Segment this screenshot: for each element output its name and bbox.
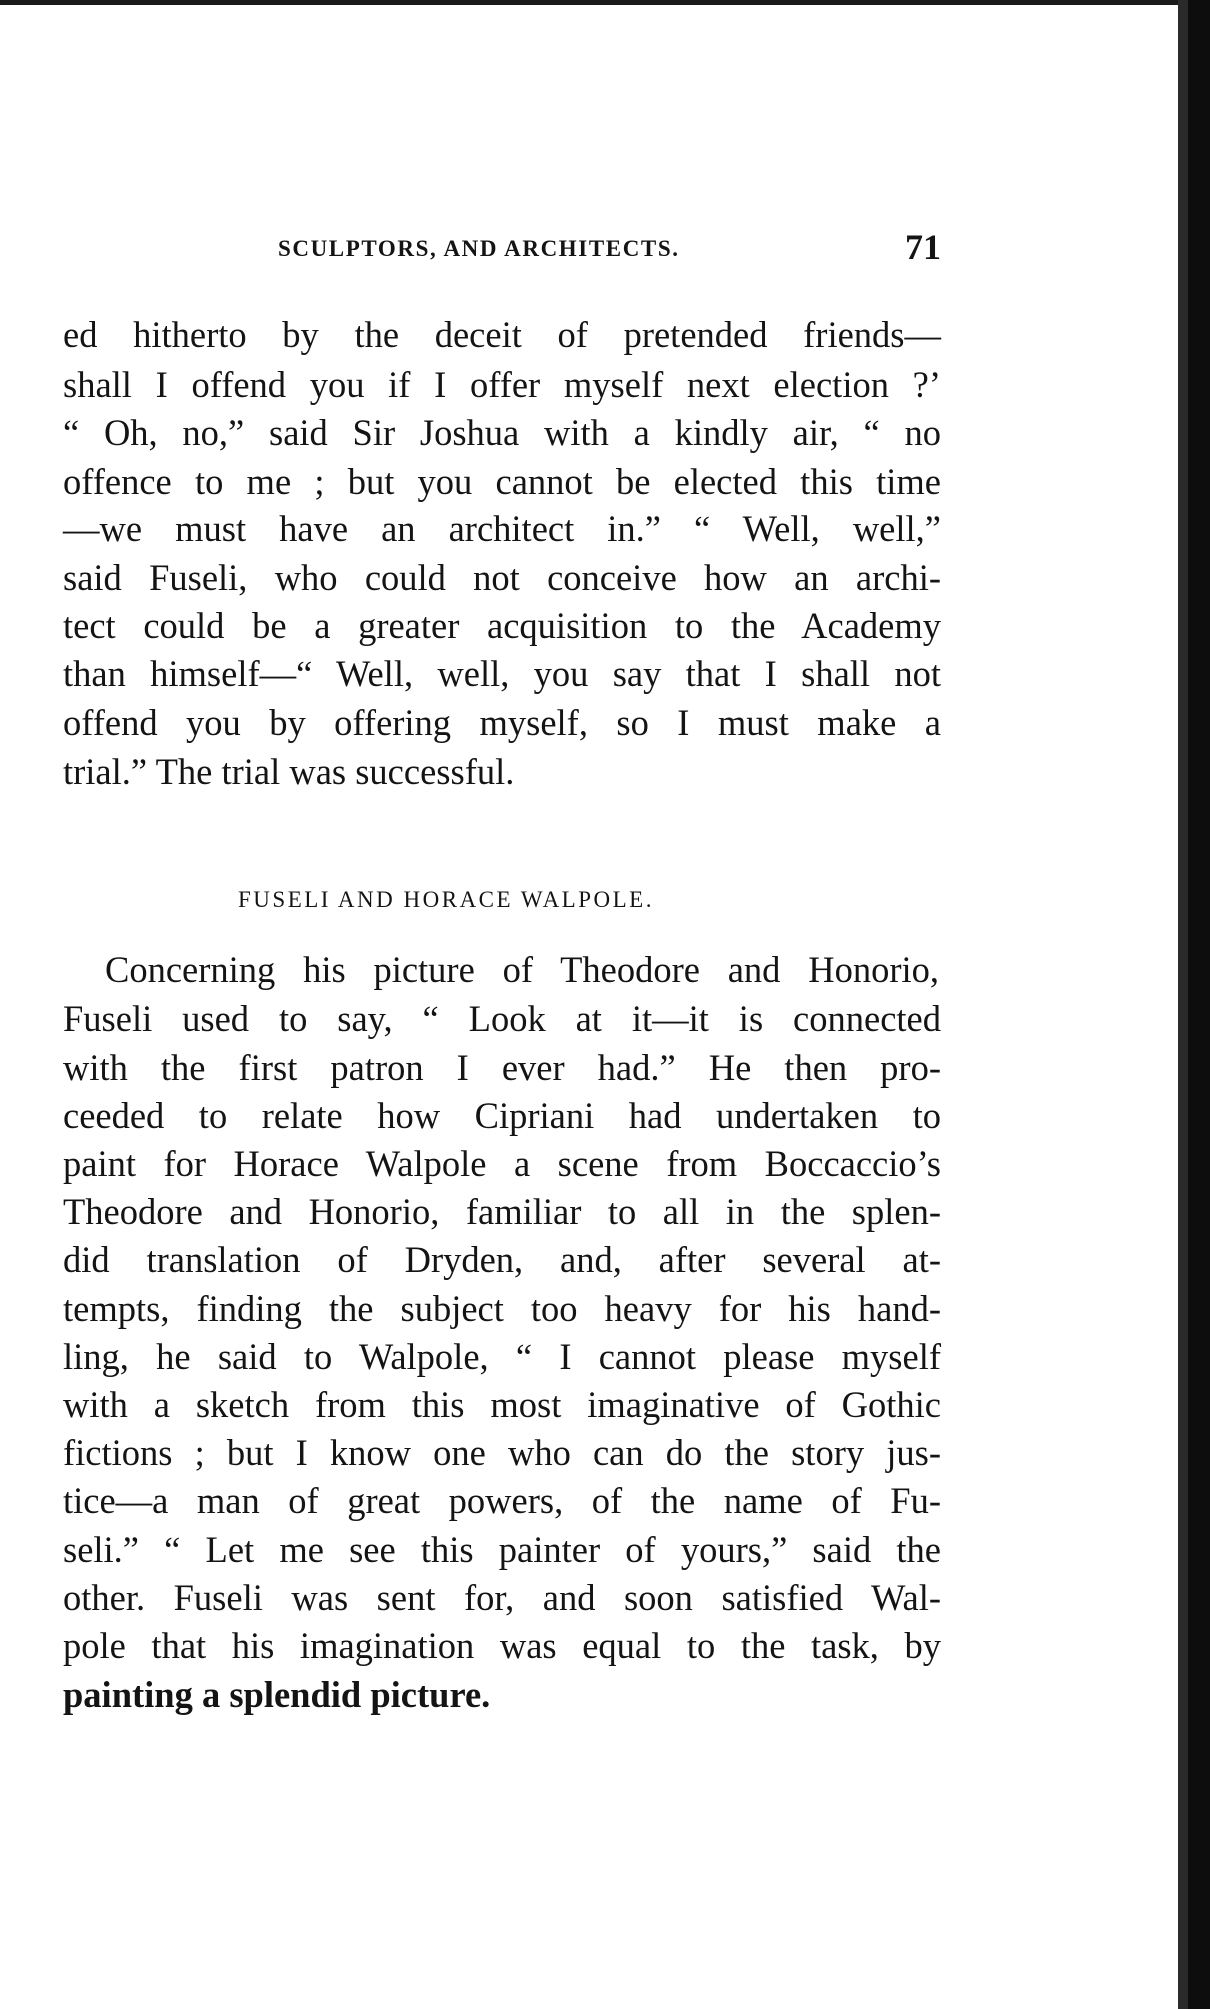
page-binding-shadow [1178, 0, 1188, 2009]
paragraph-1-line: ed hitherto by the deceit of pretended friends— [63, 314, 941, 355]
paragraph-1-line: offend you by offering myself, so I must make a [63, 702, 941, 743]
paragraph-2-line: painting a splendid picture. [63, 1674, 491, 1715]
paragraph-1-line: “ Oh, no,” said Sir Joshua with a kindly air, “ no [63, 412, 941, 453]
paragraph-1-line: than himself—“ Well, well, you say that I shall not [63, 653, 941, 694]
running-head: SCULPTORS, AND ARCHITECTS. [278, 236, 680, 261]
paragraph-2-line: pole that his imagination was equal to the task, by [63, 1625, 941, 1666]
paragraph-2-line: with a sketch from this most imaginative of Gothic [63, 1384, 941, 1425]
paragraph-2-line: ling, he said to Walpole, “ I cannot please myself [63, 1336, 941, 1377]
paragraph-2-line: ceeded to relate how Cipriani had undertaken to [63, 1095, 941, 1136]
page-top-edge [0, 0, 1210, 5]
paragraph-2-line: seli.” “ Let me see this painter of yours,” said the [63, 1529, 941, 1570]
paragraph-2-line: Concerning his picture of Theodore and Honorio, [105, 949, 939, 990]
paragraph-2-line: fictions ; but I know one who can do the story jus- [63, 1432, 941, 1473]
paragraph-2-line: tempts, finding the subject too heavy for his hand- [63, 1288, 941, 1329]
paragraph-2-line: did translation of Dryden, and, after several at- [63, 1239, 941, 1280]
paragraph-2-line: Fuseli used to say, “ Look at it—it is connected [63, 998, 941, 1039]
paragraph-1-line: shall I offend you if I offer myself next election ?’ [63, 364, 941, 405]
paragraph-1-line: tect could be a greater acquisition to the Academy [63, 605, 941, 646]
paragraph-1-line: trial.” The trial was successful. [63, 751, 515, 792]
paragraph-2-line: Theodore and Honorio, familiar to all in the splen- [63, 1191, 941, 1232]
page-number: 71 [905, 227, 941, 267]
paragraph-2-line: with the first patron I ever had.” He then pro- [63, 1047, 941, 1088]
page-right-edge [1188, 0, 1210, 2009]
paragraph-1-line: —we must have an architect in.” “ Well, well,” [63, 508, 941, 549]
paragraph-2-line: paint for Horace Walpole a scene from Boccaccio’s [63, 1143, 941, 1184]
section-heading: FUSELI AND HORACE WALPOLE. [238, 887, 654, 912]
paragraph-2-line: tice—a man of great powers, of the name of Fu- [63, 1480, 941, 1521]
paragraph-1-line: said Fuseli, who could not conceive how an archi- [63, 557, 941, 598]
paragraph-1-line: offence to me ; but you cannot be elected this time [63, 461, 941, 502]
paragraph-2-line: other. Fuseli was sent for, and soon satisfied Wal- [63, 1577, 941, 1618]
